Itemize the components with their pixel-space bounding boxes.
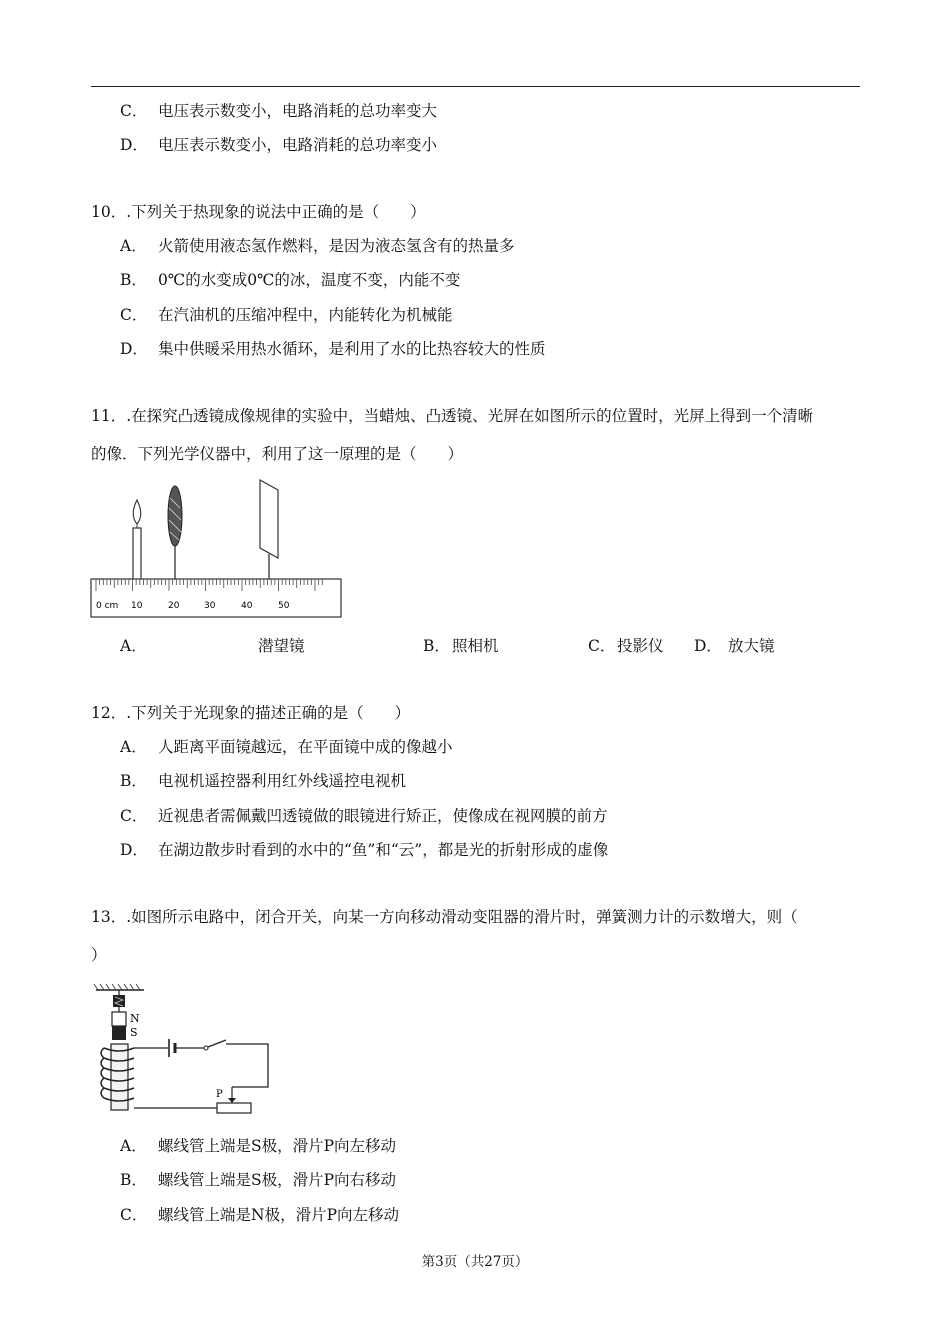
rheostat-icon xyxy=(216,1087,251,1113)
q11-option-a-key: A． xyxy=(120,637,147,655)
candle-icon xyxy=(133,500,141,580)
page-footer: 第3页（共27页） xyxy=(421,1254,529,1270)
q11-option-b-text: 照相机 xyxy=(452,637,499,655)
ruler-label-30: 30 xyxy=(204,601,216,611)
q11-option-a-text: 潜望镜 xyxy=(258,637,305,655)
solenoid-icon xyxy=(101,1044,134,1110)
q12-stem: 12．.下列关于光现象的描述正确的是（ ） xyxy=(91,704,411,722)
ruler-label-0: 0 cm xyxy=(96,601,119,611)
circuit-wires xyxy=(134,1044,268,1108)
q10-stem: 10．.下列关于热现象的说法中正确的是（ ） xyxy=(91,203,426,221)
magnet-label-s: S xyxy=(130,1026,138,1039)
magnet-label-n: N xyxy=(130,1012,140,1025)
bar-magnet-icon xyxy=(112,1012,140,1040)
light-screen-icon xyxy=(260,480,278,580)
q11-stem-line2: 的像．下列光学仪器中，利用了这一原理的是（ ） xyxy=(91,445,464,463)
q11-option-d-key: D． xyxy=(694,637,722,655)
ruler-label-40: 40 xyxy=(241,601,253,611)
optical-bench-figure xyxy=(88,478,344,624)
ruler xyxy=(91,579,341,617)
q11-option-b-key: B． xyxy=(423,637,450,655)
ceiling-support xyxy=(94,984,144,990)
ruler-label-20: 20 xyxy=(168,601,180,611)
ruler-label-10: 10 xyxy=(131,601,143,611)
spring-scale-icon xyxy=(113,990,125,1012)
slider-label-p: P xyxy=(216,1089,223,1100)
convex-lens-icon xyxy=(168,486,182,580)
q11-option-c-key: C． xyxy=(588,637,616,655)
q11-option-c-text: 投影仪 xyxy=(617,637,664,655)
battery-icon xyxy=(169,1039,175,1057)
q11-option-d-text: 放大镜 xyxy=(728,637,775,655)
q11-stem-line1: 11．.在探究凸透镜成像规律的实验中，当蜡烛、凸透镜、光屏在如图所示的位置时，光屏上得到一个清晰 xyxy=(91,407,814,425)
switch-icon xyxy=(204,1040,226,1050)
q13-stem-line1: 13．.如图所示电路中，闭合开关，向某一方向移动滑动变阻器的滑片时，弹簧测力计的示数增大，则（ xyxy=(91,908,798,926)
header-rule xyxy=(91,86,860,87)
solenoid-circuit-figure xyxy=(92,982,272,1114)
q13-stem-line2: ） xyxy=(91,946,107,964)
ruler-label-50: 50 xyxy=(278,601,290,611)
